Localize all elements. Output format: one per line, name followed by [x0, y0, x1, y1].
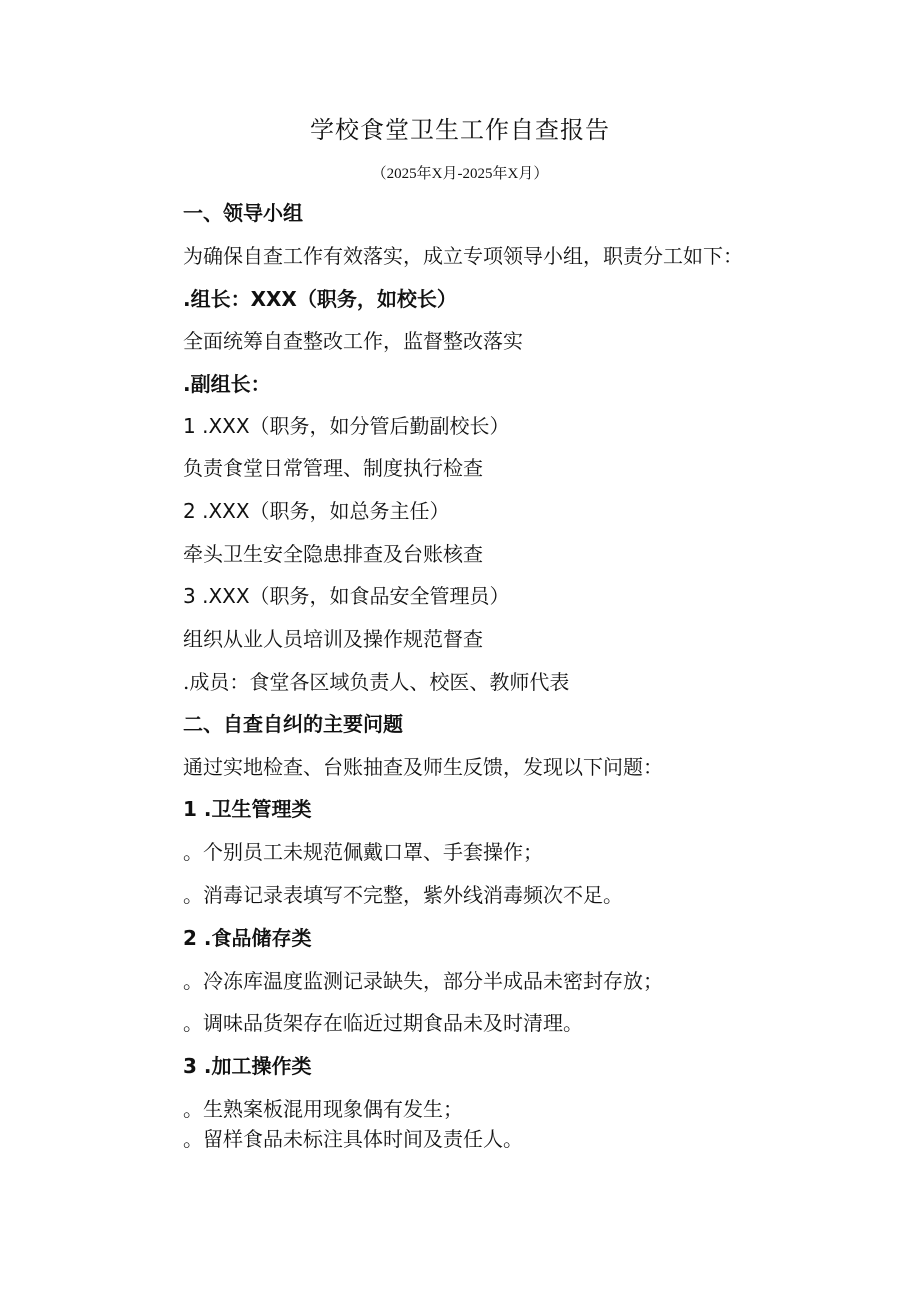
deputy2-duty: 牵头卫生安全隐患排查及台账核查	[183, 542, 483, 566]
section1-heading: 一、领导小组	[183, 201, 303, 225]
deputy1-label: 1 .XXX（职务，如分管后勤副校长）	[183, 414, 510, 438]
section2-heading: 二、自查自纠的主要问题	[183, 712, 403, 736]
category2-item1: 。冷冻库温度监测记录缺失，部分半成品未密封存放；	[183, 969, 663, 993]
category3-item1: 。生熟案板混用现象偶有发生；	[183, 1097, 463, 1121]
category1-item2: 。消毒记录表填写不完整，紫外线消毒频次不足。	[183, 883, 623, 907]
leader-label: .组长：XXX（职务，如校长）	[183, 287, 457, 311]
deputy2-label: 2 .XXX（职务，如总务主任）	[183, 499, 450, 523]
category2-item2: 。调味品货架存在临近过期食品未及时清理。	[183, 1011, 583, 1035]
deputy3-duty: 组织从业人员培训及操作规范督查	[183, 627, 483, 651]
deputy1-duty: 负责食堂日常管理、制度执行检查	[183, 456, 483, 480]
category2-heading: 2 .食品储存类	[183, 926, 312, 950]
category3-item2: 。留样食品未标注具体时间及责任人。	[183, 1127, 523, 1151]
document-title: 学校食堂卫生工作自查报告	[310, 116, 610, 144]
deputy3-label: 3 .XXX（职务，如食品安全管理员）	[183, 584, 510, 608]
section1-intro: 为确保自查工作有效落实，成立专项领导小组，职责分工如下：	[183, 244, 743, 268]
document-subtitle: （2025年X月-2025年X月）	[371, 166, 549, 182]
category1-heading: 1 .卫生管理类	[183, 797, 312, 821]
category1-item1: 。个别员工未规范佩戴口罩、手套操作；	[183, 840, 543, 864]
deputy-label: .副组长：	[183, 372, 271, 396]
section2-intro: 通过实地检查、台账抽查及师生反馈，发现以下问题：	[183, 755, 663, 779]
leader-duty: 全面统筹自查整改工作，监督整改落实	[183, 329, 523, 353]
members-line: .成员：食堂各区域负责人、校医、教师代表	[183, 670, 570, 694]
category3-heading: 3 .加工操作类	[183, 1054, 312, 1078]
